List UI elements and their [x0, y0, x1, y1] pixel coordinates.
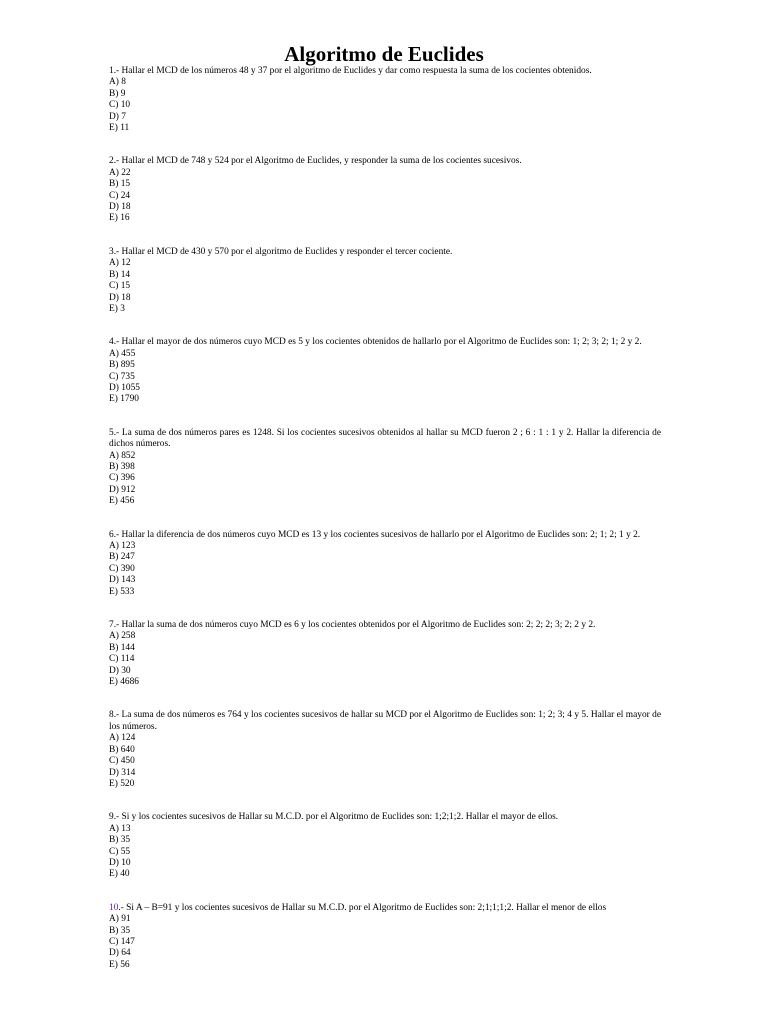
answer-option: D) 912: [109, 484, 136, 495]
question-6: [109, 530, 661, 598]
answer-option: A) 91: [109, 914, 131, 925]
answer-option: A) 8: [109, 77, 126, 88]
question-text: .- Hallar el mayor de dos números cuyo MCD es 5 y los cocientes obtenidos de hallarlo por el Algoritmo de Euclides son: 1; 2; 3; 2; 1; 2 y 2.: [113, 337, 642, 348]
answer-option: A) 12: [109, 258, 131, 269]
answer-option: D) 64: [109, 948, 131, 959]
question-stem: [109, 710, 661, 733]
answer-option: D) 10: [109, 857, 131, 868]
answer-option: A) 455: [109, 348, 136, 359]
question-stem: [109, 903, 661, 914]
answer-option: C) 10: [109, 100, 131, 111]
question-stem: [109, 812, 661, 823]
answer-option: C) 396: [109, 473, 135, 484]
answer-option: D) 18: [109, 202, 131, 213]
answer-option: A) 124: [109, 733, 136, 744]
answer-option: E) 40: [109, 869, 130, 880]
question-7: [109, 620, 661, 688]
answer-option: C) 147: [109, 936, 135, 947]
question-number: 1: [109, 66, 114, 76]
answer-option: B) 640: [109, 744, 135, 755]
answer-option: B) 144: [109, 642, 135, 653]
question-stem: [109, 66, 661, 77]
question-5: [109, 428, 661, 508]
question-stem: [109, 428, 661, 451]
answer-option: D) 143: [109, 575, 136, 586]
answer-option: E) 4686: [109, 677, 139, 688]
answer-option: B) 9: [109, 88, 126, 99]
question-8: [109, 710, 661, 790]
page-title: Algoritmo de Euclides: [284, 42, 484, 66]
answer-option: D) 7: [109, 111, 126, 122]
question-number: 5: [109, 427, 114, 438]
answer-option: C) 24: [109, 190, 131, 201]
question-number: 3: [109, 246, 114, 257]
question-text: .- Hallar la diferencia de dos números cuyo MCD es 13 y los cocientes sucesivos de hallarlo por el Algoritmo de Euclides son: 2; 1; 2; 1 y 2.: [113, 529, 641, 540]
answer-option: C) 450: [109, 756, 135, 767]
answer-option: E) 456: [109, 496, 135, 507]
question-9: [109, 812, 661, 880]
question-text: .- Si A – B=91 y los cocientes sucesivos de Hallar su M.C.D. por el Algoritmo de Euclides son: 2;1;1;1;2. Hallar el menor de ellos: [118, 902, 607, 913]
answer-option: E) 11: [109, 123, 130, 134]
question-2: [109, 156, 661, 224]
question-number: 4: [109, 337, 114, 348]
question-stem: [109, 247, 661, 258]
question-10: [109, 903, 661, 971]
question-number: 2: [109, 156, 114, 167]
question-text: .- Hallar el MCD de 748 y 524 por el Algoritmo de Euclides, y responder la suma de los cocientes sucesivos.: [113, 156, 522, 167]
answer-option: E) 520: [109, 778, 135, 789]
answer-option: A) 258: [109, 631, 136, 642]
answer-option: D) 18: [109, 292, 131, 303]
question-number: 6: [109, 529, 114, 540]
answer-option: B) 247: [109, 552, 135, 563]
answer-option: B) 14: [109, 269, 131, 280]
answer-option: A) 22: [109, 167, 131, 178]
answer-option: A) 852: [109, 450, 136, 461]
question-number: 9: [109, 812, 114, 823]
answer-option: D) 30: [109, 665, 131, 676]
answer-option: E) 3: [109, 303, 125, 314]
question-3: [109, 247, 661, 315]
question-text: .- Hallar la suma de dos números cuyo MCD es 6 y los cocientes obtenidos por el Algoritmo de Euclides son: 2; 2; 2; 3; 2; 2 y 2.: [113, 620, 596, 631]
answer-option: D) 1055: [109, 382, 140, 393]
answer-option: B) 398: [109, 461, 135, 472]
answer-option: B) 895: [109, 360, 135, 371]
question-stem: [109, 620, 661, 631]
question-number: 10: [109, 902, 119, 913]
answer-option: B) 15: [109, 179, 131, 190]
question-stem: [109, 337, 661, 348]
question-text: .- La suma de dos números pares es 1248. Si los cocientes sucesivos obtenidos al hallar su MCD fueron 2 ; 6 : 1 : 1 y 2. Hallar la diferencia de dichos números.: [109, 427, 661, 450]
question-stem: [109, 156, 661, 167]
question-stem: [109, 530, 661, 541]
answer-option: D) 314: [109, 767, 136, 778]
answer-option: C) 735: [109, 371, 135, 382]
answer-option: B) 35: [109, 835, 131, 846]
answer-option: C) 390: [109, 563, 135, 574]
answer-option: E) 16: [109, 213, 130, 224]
question-number: 8: [109, 710, 114, 721]
questions-list: [109, 66, 661, 993]
answer-option: C) 15: [109, 281, 131, 292]
answer-option: B) 35: [109, 925, 131, 936]
answer-option: A) 13: [109, 823, 131, 834]
question-text: .- Hallar el MCD de los números 48 y 37 por el algoritmo de Euclides y dar como respuesta la suma de los cocientes obtenidos.: [113, 66, 592, 76]
question-text: .- La suma de dos números es 764 y los cocientes sucesivos de hallar su MCD por el Algoritmo de Euclides son: 1; 2; 3; 4 y 5. Hallar el mayor de los números.: [109, 710, 661, 732]
answer-option: E) 533: [109, 586, 135, 597]
question-text: .- Si y los cocientes sucesivos de Hallar su M.C.D. por el Algoritmo de Euclides son: 1;2;1;2. Hallar el mayor de ellos.: [113, 812, 559, 823]
question-1: [109, 66, 661, 134]
answer-option: E) 56: [109, 959, 130, 970]
answer-option: E) 1790: [109, 394, 139, 405]
answer-option: C) 55: [109, 846, 131, 857]
answer-option: A) 123: [109, 541, 136, 551]
question-number: 7: [109, 620, 114, 631]
answer-option: C) 114: [109, 654, 135, 665]
question-4: [109, 337, 661, 405]
question-text: .- Hallar el MCD de 430 y 570 por el algoritmo de Euclides y responder el tercer cociente.: [113, 246, 453, 257]
